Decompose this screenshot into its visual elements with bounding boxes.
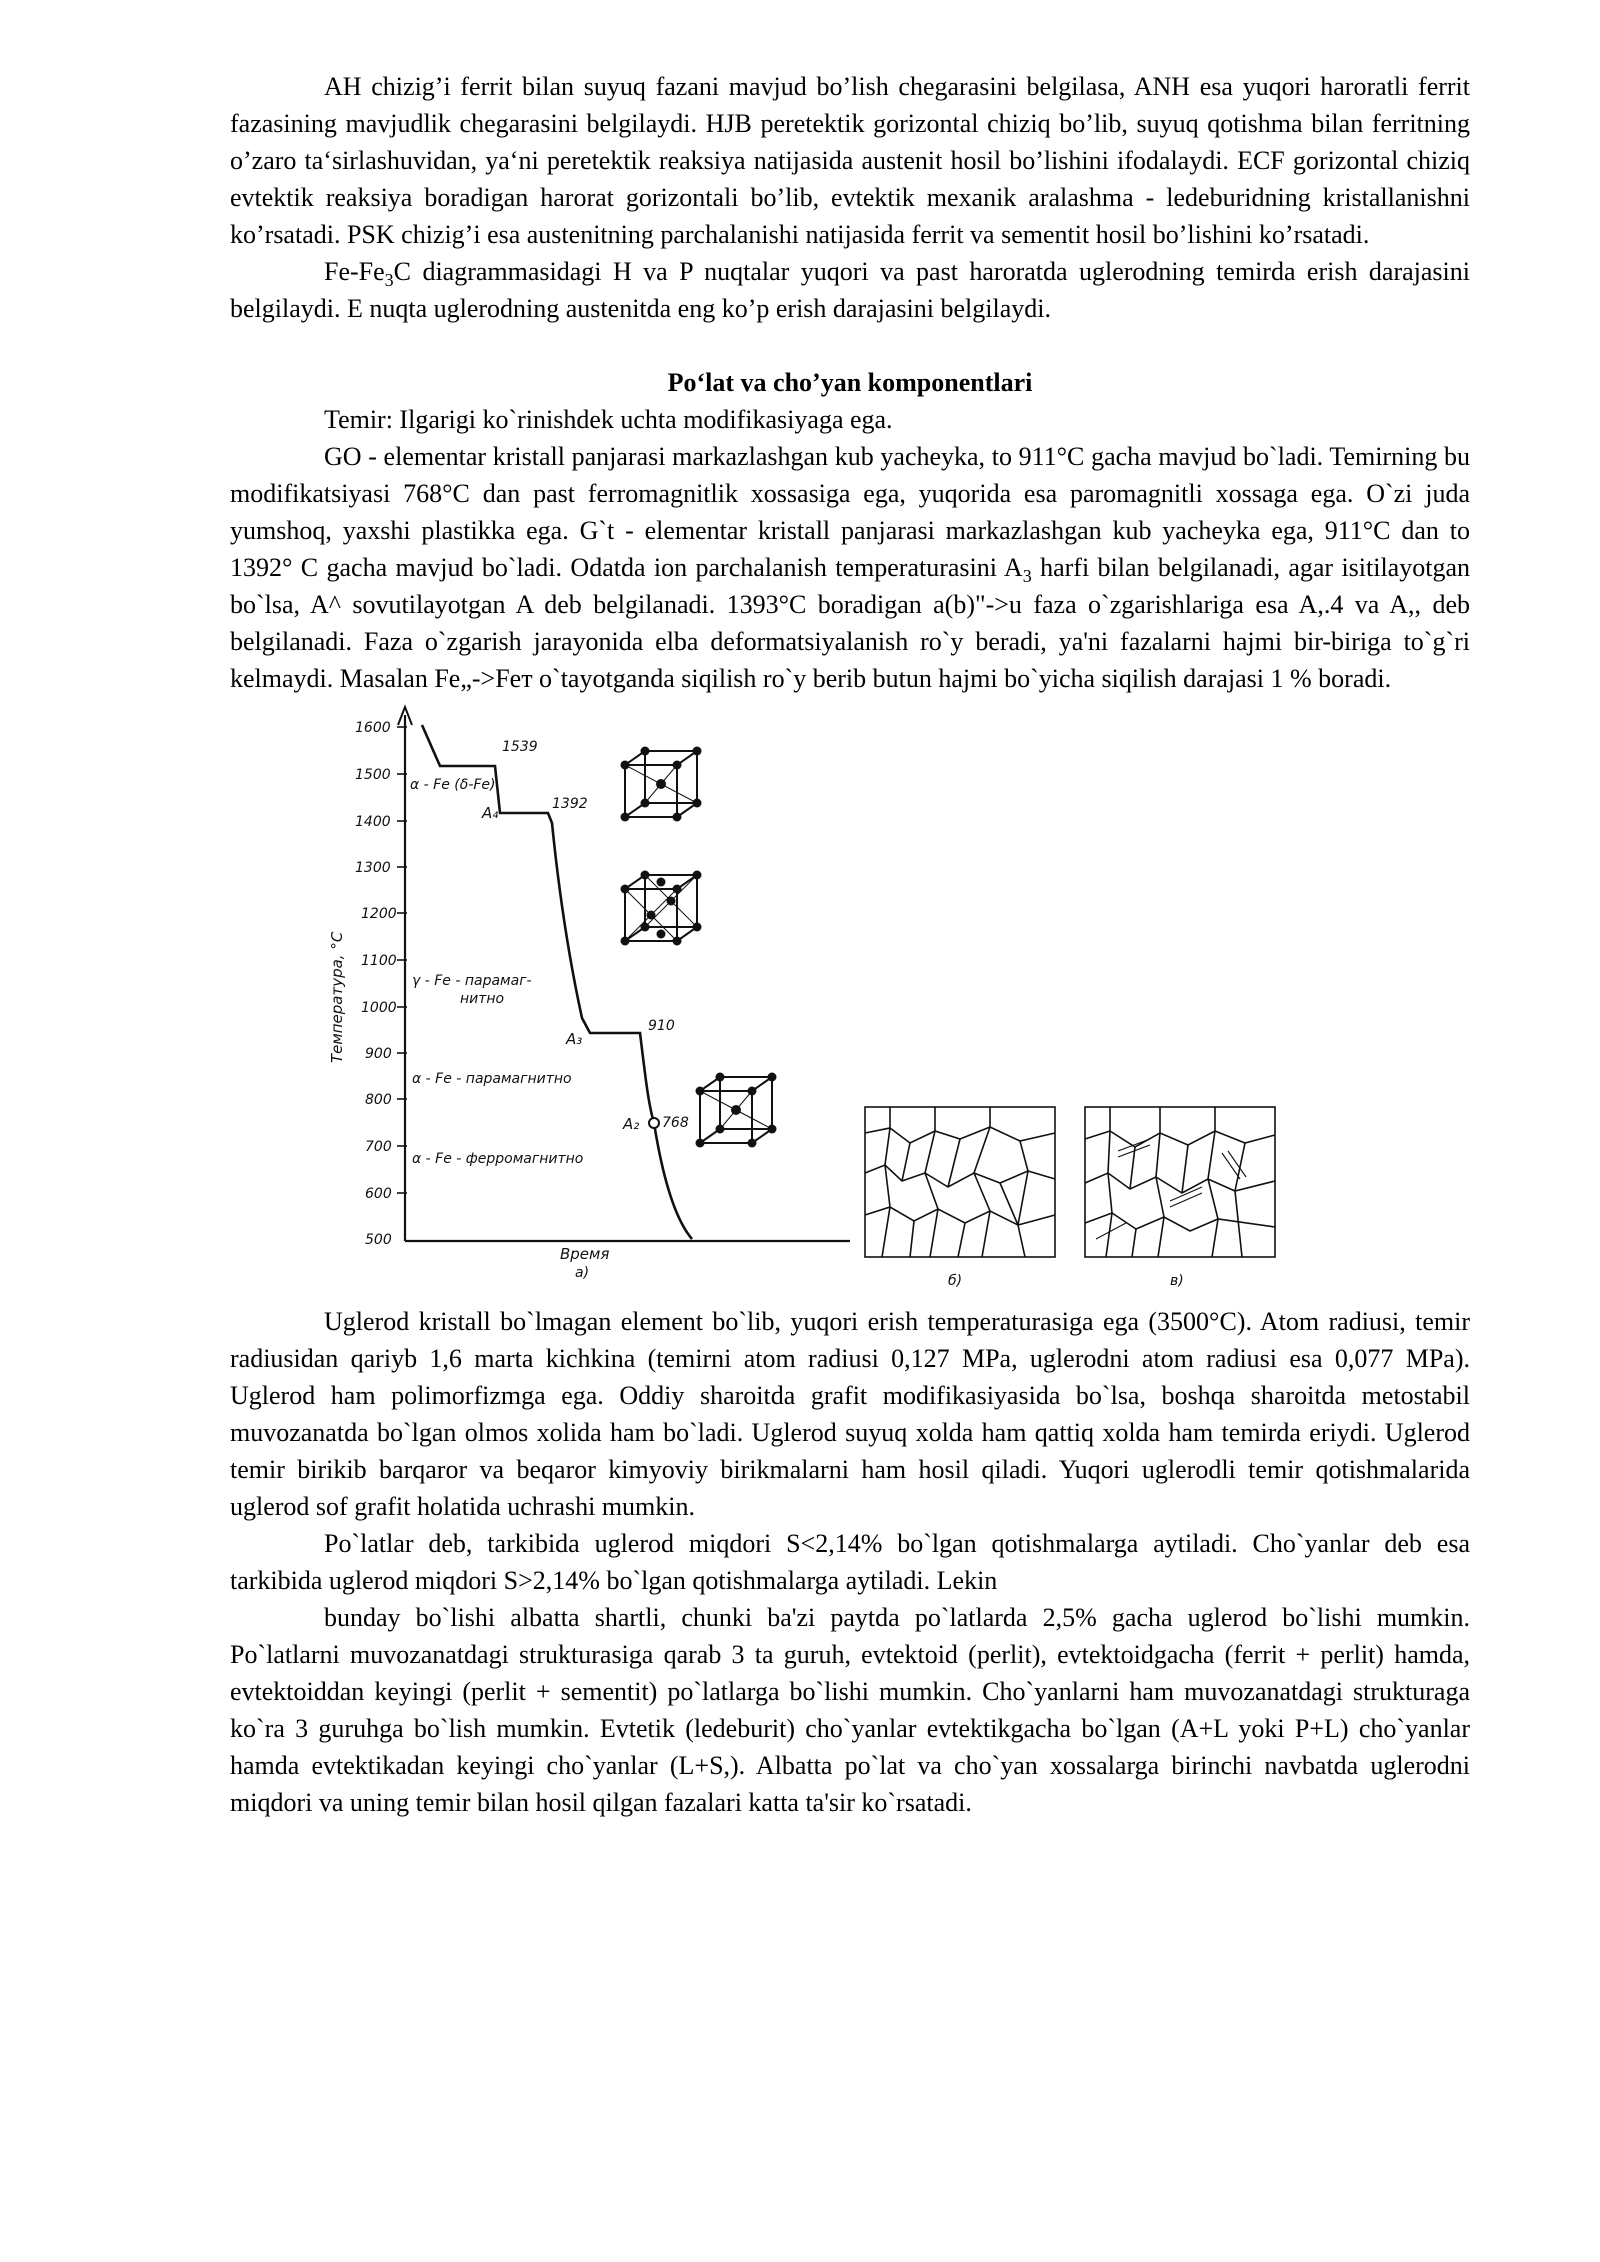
paragraph-phase-lines: AH chizig’i ferrit bilan suyuq fazani mavjud bo’lish chegarasini belgilasa, ANH esa yuqori haroratli ferrit fazasining mavjudlik chegarasini belgilaydi. HJB peretektik gorizontal chiziq bo’lib, suyuq qotishma bilan ferritning o’zaro ta‘sirlashuvidan, ya‘ni peretektik reaksiya natijasida austenit hosil bo’lishini ifodalaydi. ECF gorizontal chiziq evtektik reaksiya boradigan harorat gorizontali bo’lib, evtektik mexanik aralashma - ledeburidning kristallanishni ko’rsatadi. PSK chizig’i esa austenitning parchalanishi natijasida ferrit va sementit hosil bo’lishini ko’rsatadi.: [230, 72, 1470, 249]
x-axis-label: Время: [560, 1245, 610, 1263]
panel-a-label: а): [575, 1265, 590, 1281]
subscript: 3: [1022, 566, 1032, 587]
y-tick-label: 1100: [361, 953, 397, 969]
y-tick-label: 1600: [355, 720, 391, 736]
y-tick-label: 1300: [355, 860, 391, 876]
region-alpha-ferro-label: α - Fe - ферромагнитно: [412, 1151, 584, 1167]
region-gamma-label: γ - Fe - парамаг-: [412, 973, 532, 989]
y-tick-label: 600: [365, 1186, 392, 1202]
panel-b-label: б): [948, 1273, 963, 1289]
y-tick-label: 1000: [361, 1000, 397, 1016]
figure-svg: [230, 703, 1470, 1303]
paragraph-iron-intro: Temir: Ilgarigi ko`rinishdek uchta modifikasiyaga ega.: [324, 405, 893, 434]
y-tick-label: 500: [365, 1232, 392, 1248]
paragraph-steel-groups: bunday bo`lishi albatta shartli, chunki ba'zi paytda po`latlarda 2,5% gacha uglerod bo`lishi mumkin. Po`latlarni muvozanatdagi strukturasiga qarab 3 ta guruh, evtektoid (perlit), evtektoidgacha (ferrit + perlit) hamda, evtektoiddan keyingi (perlit + sementit) po`latlarga bo`lishi mumkin. Cho`yanlarni ham muvozanatdagi strukturaga ko`ra 3 guruhga bo`lish mumkin. Evtetik (ledeburit) cho`yanlar evtektikgacha bo`lgan (A+L yoki P+L) cho`yanlar hamda evtektikadan keyingi cho`yanlar (L+S,). Albatta po`lat va cho`yan xossalarga birinchi navbatda uglerodni miqdori va uning temir bilan hosil qilgan fazalari katta ta'sir ko`rsatadi.: [230, 1603, 1470, 1817]
label-a3: A₃: [566, 1030, 583, 1048]
y-tick-label: 700: [365, 1139, 392, 1155]
section-heading: Po‘lat va cho’yan komponentlari: [667, 368, 1033, 397]
label-910: 910: [648, 1018, 675, 1034]
region-alpha-para-label: α - Fe - парамагнитно: [412, 1071, 572, 1087]
text-fragment: harfi bilan belgilanadi, agar isitilayotgan bo`lsa, A^ sovutilayotgan A deb belgilanadi. 1393°C boradigan a(b)"->u faza o`zgarishlariga esa A,.4 va A,, deb belgilanadi. Faza o`zgarish jarayonida elba deformatsiyalanish ro`y beradi, ya'ni fazalarni hajmi bir-biriga to`g`ri kelmaydi. Masalan Fe„->Fет o`tayotganda siqilish ro`y berib butun hajmi bo`yicha siqilish darajasi 1 % boradi.: [230, 553, 1470, 693]
label-768: 768: [662, 1115, 689, 1131]
iron-cooling-curve-figure: [230, 703, 1470, 1303]
region-delta-label: α - Fe (δ-Fe): [410, 777, 496, 793]
bcc-cell-alpha-icon: [696, 1073, 777, 1148]
paragraph-iron-modifications: [230, 438, 1470, 697]
panel-c-label: в): [1170, 1273, 1184, 1289]
paragraph-carbon: Uglerod kristall bo`lmagan element bo`lib, yuqori erish temperaturasiga ega (3500°C). Atom radiusi, temir radiusidan qariyb 1,6 marta kichkina (temirni atom radiusi 0,127 MPa, uglerodni atom radiusi esa 0,077 MPa). Uglerod ham polimorfizmga ega. Oddiy sharoitda grafit modifikasiyasida bo`lsa, boshqa sharoitda metostabil muvozanatda bo`lgan olmos xolida ham bo`ladi. Uglerod suyuq xolda ham qattiq xolda ham temirda eriydi. Uglerod temir birikib barqaror va beqaror kimyoviy birikmalarni ham hosil qiladi. Yuqori uglerodli temir qotishmalarida uglerod sof grafit holatida uchrashi mumkin.: [230, 1307, 1470, 1521]
text-fragment: GO - elementar kristall panjarasi markazlashgan kub yacheyka, to 911°C gacha mavjud bo`ladi. Temirning bu modifikatsiyasi 768°C dan past ferromagnitlik xossasiga ega, yuqorida esa paromagnitli xossaga ega. O`zi juda yumshoq, yaxshi plastikka ega. G`t - elementar kristall panjarasi markazlashgan kub yacheyka ega, 911°C dan to 1392° C gacha mavjud bo`ladi. Odatda ion parchalanish temperaturasini A: [230, 442, 1470, 582]
y-tick-label: 1400: [355, 814, 391, 830]
text-fragment: Fe-Fe: [324, 257, 385, 286]
microstructure-c: [1085, 1107, 1275, 1257]
label-a4: A₄: [482, 804, 499, 822]
y-tick-label: 1500: [355, 767, 391, 783]
paragraph-h-p-points: [230, 253, 1470, 327]
bcc-cell-delta-icon: [621, 747, 702, 822]
paragraph-steels-definition: Po`latlar deb, tarkibida uglerod miqdori S<2,14% bo`lgan qotishmalarga aytiladi. Cho`yanlar deb esa tarkibida uglerod miqdori S>2,14% bo`lgan qotishmalarga aytiladi. Lekin: [230, 1529, 1470, 1595]
point-768-marker: [649, 1118, 659, 1128]
label-a2: A₂: [623, 1115, 640, 1133]
fcc-cell-gamma-icon: [621, 871, 702, 946]
y-axis-label: Температура, °С: [328, 931, 346, 1063]
document-page: [230, 68, 1470, 1821]
y-tick-label: 900: [365, 1046, 392, 1062]
subscript: 3: [384, 270, 394, 291]
y-tick-label: 800: [365, 1092, 392, 1108]
text-fragment: C diagrammasidagi H va P nuqtalar yuqori va past haroratda uglerodning temirda erish darajasini belgilaydi. E nuqta uglerodning austenitda eng ko’p erish darajasini belgilaydi.: [230, 257, 1470, 323]
region-gamma-label-cont: нитно: [460, 991, 505, 1007]
y-tick-label: 1200: [361, 906, 397, 922]
microstructure-b: [865, 1107, 1055, 1257]
label-1539: 1539: [502, 739, 538, 755]
label-1392: 1392: [552, 796, 588, 812]
